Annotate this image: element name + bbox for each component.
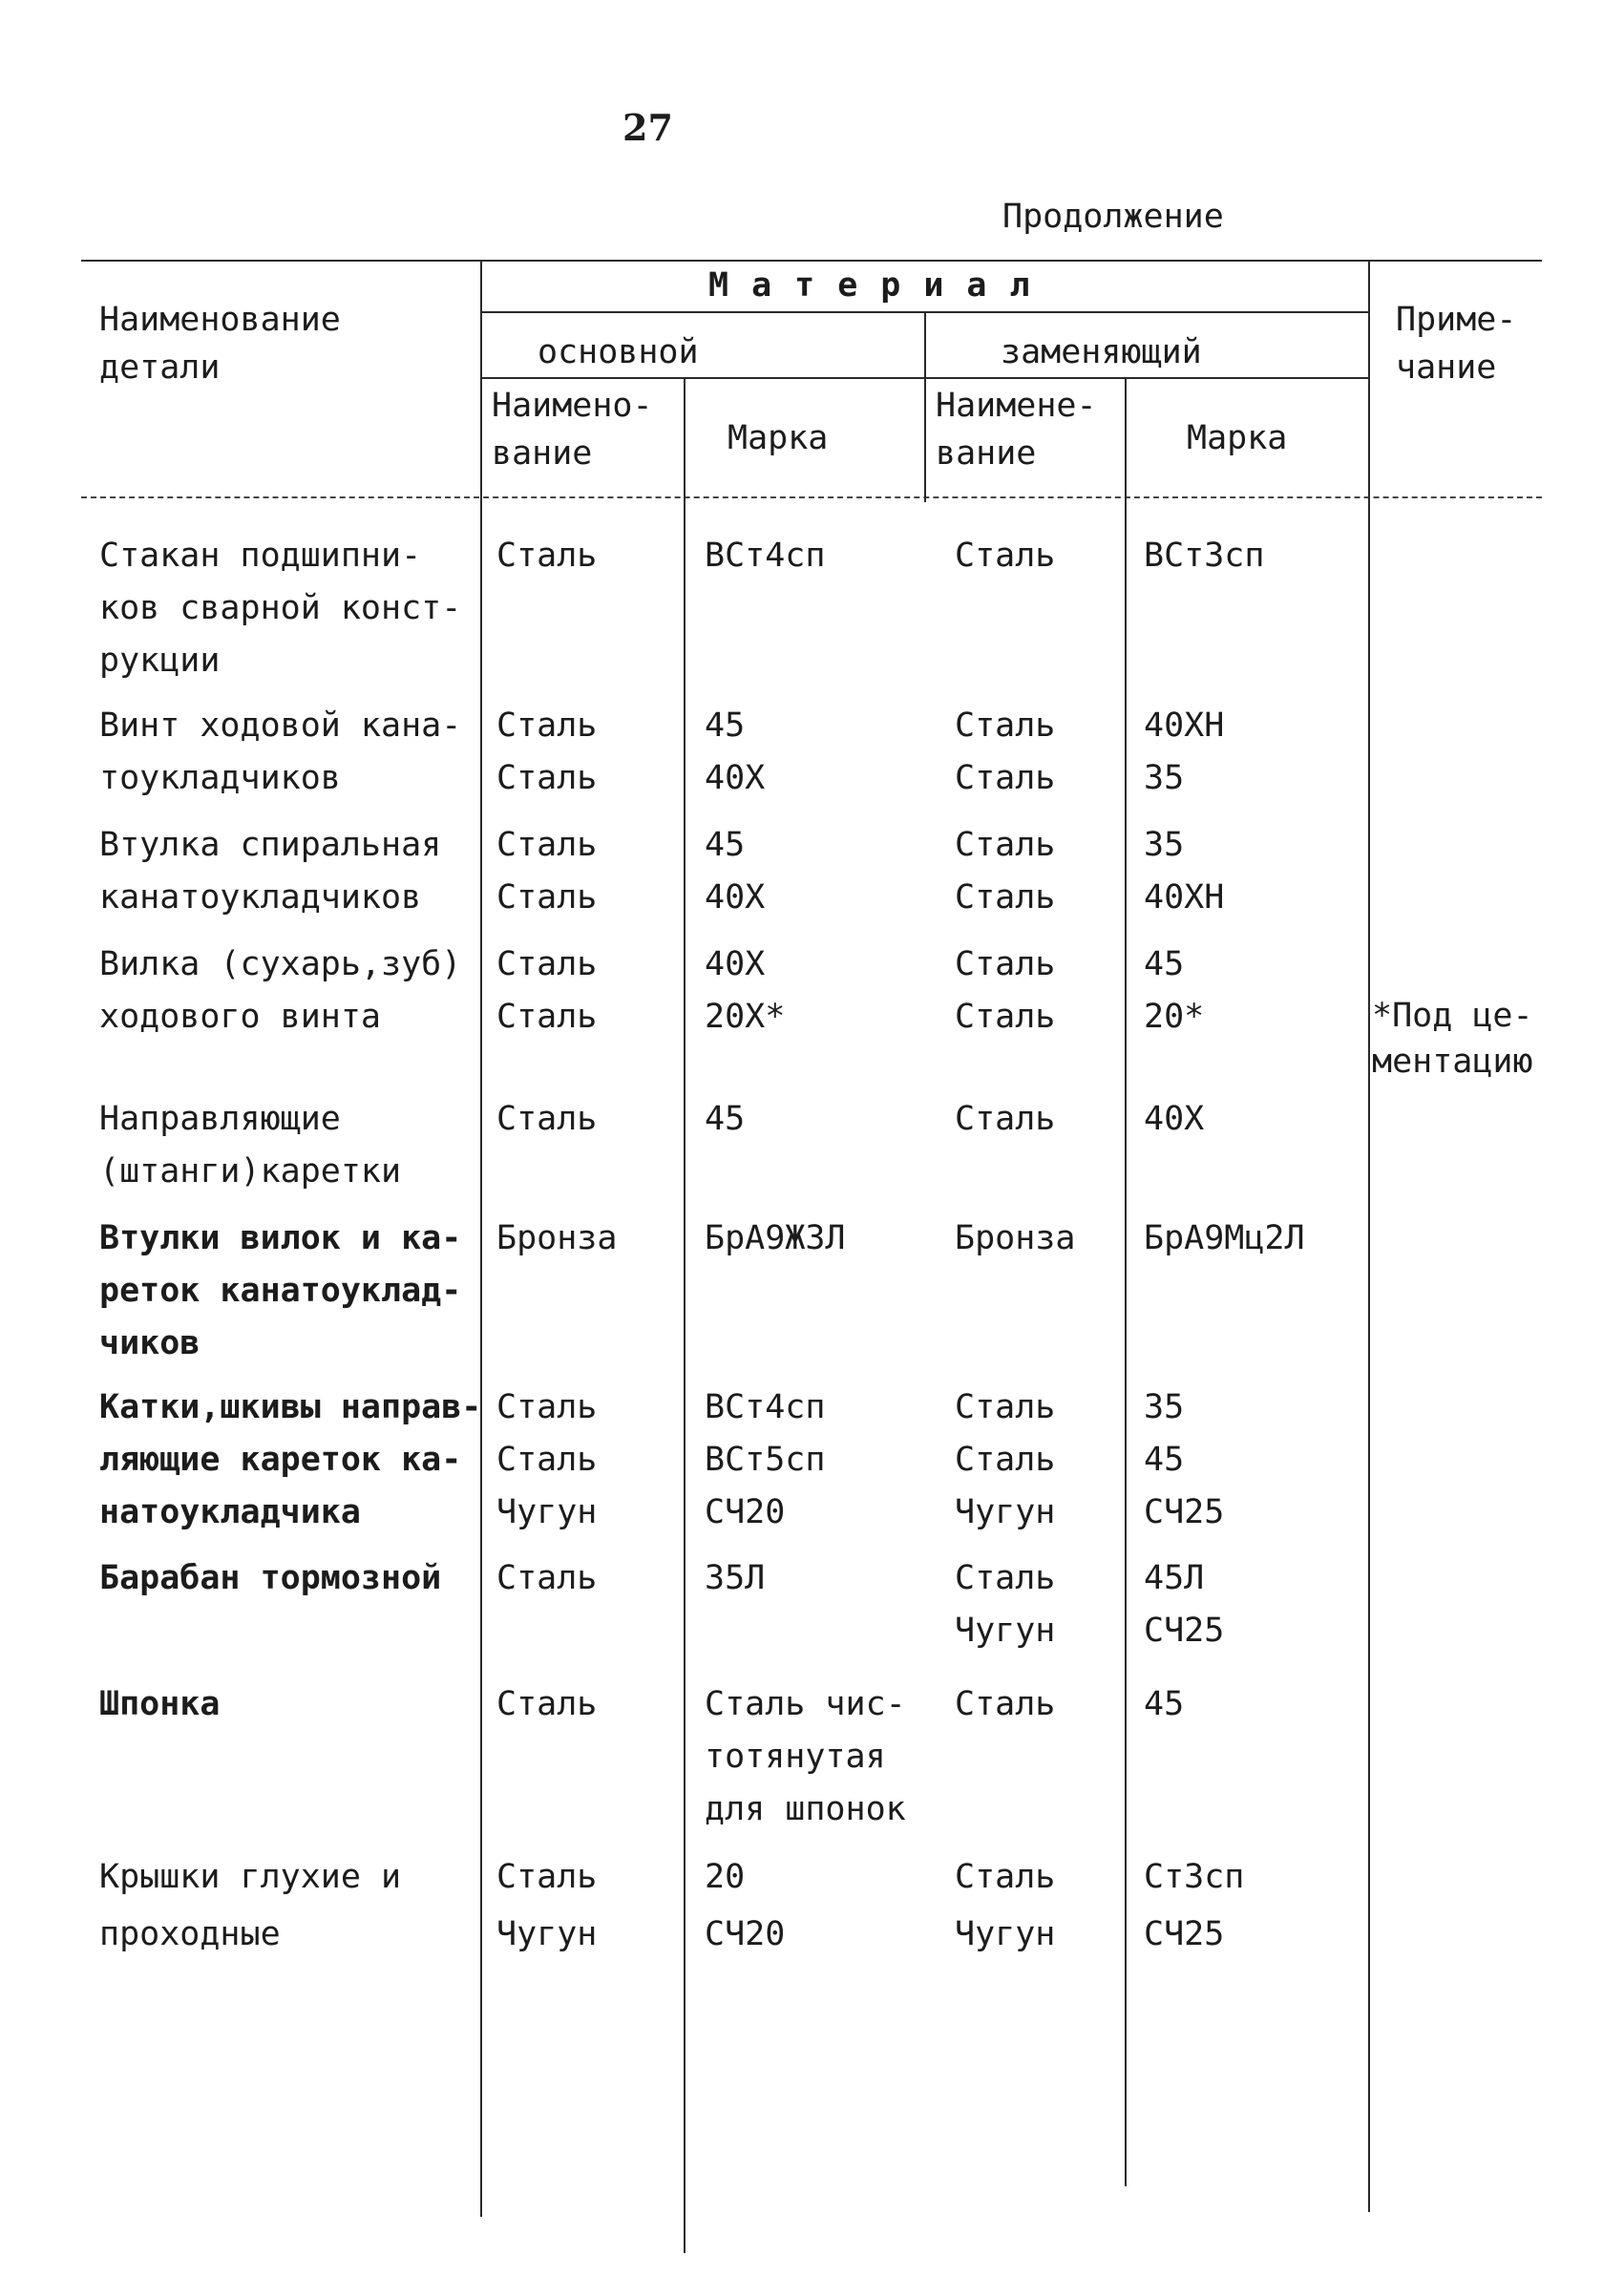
replacement-grade: 45 20* (1144, 945, 1205, 1036)
material-grade: 20 СЧ20 (705, 1858, 786, 1953)
header-grade-replacement: Марка (1187, 419, 1288, 457)
table-top-border (81, 260, 1542, 262)
replacement-grade: 40ХН 35 (1144, 706, 1225, 797)
replacement-name: Сталь Сталь Чугун (955, 1388, 1056, 1531)
replacement-name: Сталь (955, 1100, 1056, 1138)
replacement-grade: 40Х (1144, 1100, 1205, 1138)
material-name: Сталь (496, 1100, 598, 1138)
material-grade: ВСт4сп ВСт5сп СЧ20 (705, 1388, 826, 1531)
replacement-name: Сталь Сталь (955, 706, 1056, 797)
material-name: Сталь Сталь (496, 706, 598, 797)
header-material: Материал (708, 266, 1053, 305)
header-part-name: Наименование детали (99, 301, 341, 387)
material-name: Бронза (496, 1219, 618, 1257)
part-name: Втулка спиральная канатоукладчиков (99, 826, 442, 917)
replacement-grade: ВСт3сп (1144, 537, 1265, 575)
replacement-name: Сталь Чугун (955, 1559, 1056, 1650)
part-name: Катки,шкивы направ- ляющие кареток ка- натоукладчика (99, 1388, 482, 1531)
part-name: Направляющие (штанги)каретки (99, 1100, 402, 1191)
material-grade: 40Х 20Х* (705, 945, 786, 1036)
material-name: Сталь Сталь Чугун (496, 1388, 598, 1531)
material-divider (482, 311, 1370, 313)
material-grade: 35Л (705, 1559, 766, 1597)
replacement-grade: 45Л СЧ25 (1144, 1559, 1225, 1650)
header-grade: Марка (728, 419, 829, 457)
replacement-grade: 35 45 СЧ25 (1144, 1388, 1225, 1531)
col-divider-1 (480, 260, 482, 2217)
header-name-replacement: Наимене- вание (936, 387, 1097, 473)
footnote-note: *Под це- ментацию (1372, 997, 1533, 1081)
replacement-name: Сталь (955, 537, 1056, 575)
col-divider-5 (1368, 260, 1370, 2212)
material-name: Сталь Сталь (496, 945, 598, 1036)
replacement-grade: 45 (1144, 1685, 1185, 1723)
replacement-grade: 35 40ХН (1144, 826, 1225, 917)
material-grade: 45 40Х (705, 826, 766, 917)
header-bottom-border (81, 496, 1542, 498)
replacement-name: Сталь (955, 1685, 1056, 1723)
part-name: Шпонка (99, 1685, 221, 1723)
part-name: Крышки глухие и проходные (99, 1858, 402, 1953)
material-grade: 45 40Х (705, 706, 766, 797)
part-name: Барабан тормозной (99, 1559, 442, 1597)
header-replacement: заменяющий (1001, 333, 1202, 371)
material-name: Сталь (496, 1685, 598, 1723)
material-grade: 45 (705, 1100, 746, 1138)
replacement-grade: Ст3сп СЧ25 (1144, 1858, 1245, 1953)
subheader-divider (482, 377, 1370, 379)
col-divider-3 (924, 311, 926, 502)
continuation-label: Продолжение (1002, 198, 1224, 236)
page-number: 27 (622, 106, 673, 149)
replacement-name: Сталь Сталь (955, 826, 1056, 917)
material-grade: ВСт4сп (705, 537, 826, 575)
replacement-name: Сталь Чугун (955, 1858, 1056, 1953)
part-name: Вилка (сухарь,зуб) ходового винта (99, 945, 462, 1036)
header-basic: основной (538, 333, 699, 371)
header-note: Приме- чание (1396, 301, 1517, 387)
header-name: Наимено- вание (492, 387, 653, 473)
replacement-grade: БрА9Мц2Л (1144, 1219, 1305, 1257)
material-grade: Сталь чис- тотянутая для шпонок (705, 1685, 906, 1828)
col-divider-4 (1125, 377, 1127, 2186)
col-divider-2 (684, 377, 685, 2253)
part-name: Винт ходовой кана- тоукладчиков (99, 706, 462, 797)
material-name: Сталь Сталь (496, 826, 598, 917)
material-name: Сталь (496, 1559, 598, 1597)
replacement-name: Бронза (955, 1219, 1076, 1257)
replacement-name: Сталь Сталь (955, 945, 1056, 1036)
part-name: Стакан подшипни- ков сварной конст- рукции (99, 537, 462, 680)
material-grade: БрА9Ж3Л (705, 1219, 846, 1257)
material-name: Сталь (496, 537, 598, 575)
material-name: Сталь Чугун (496, 1858, 598, 1953)
part-name: Втулки вилок и ка- реток канатоуклад- чиков (99, 1219, 462, 1362)
